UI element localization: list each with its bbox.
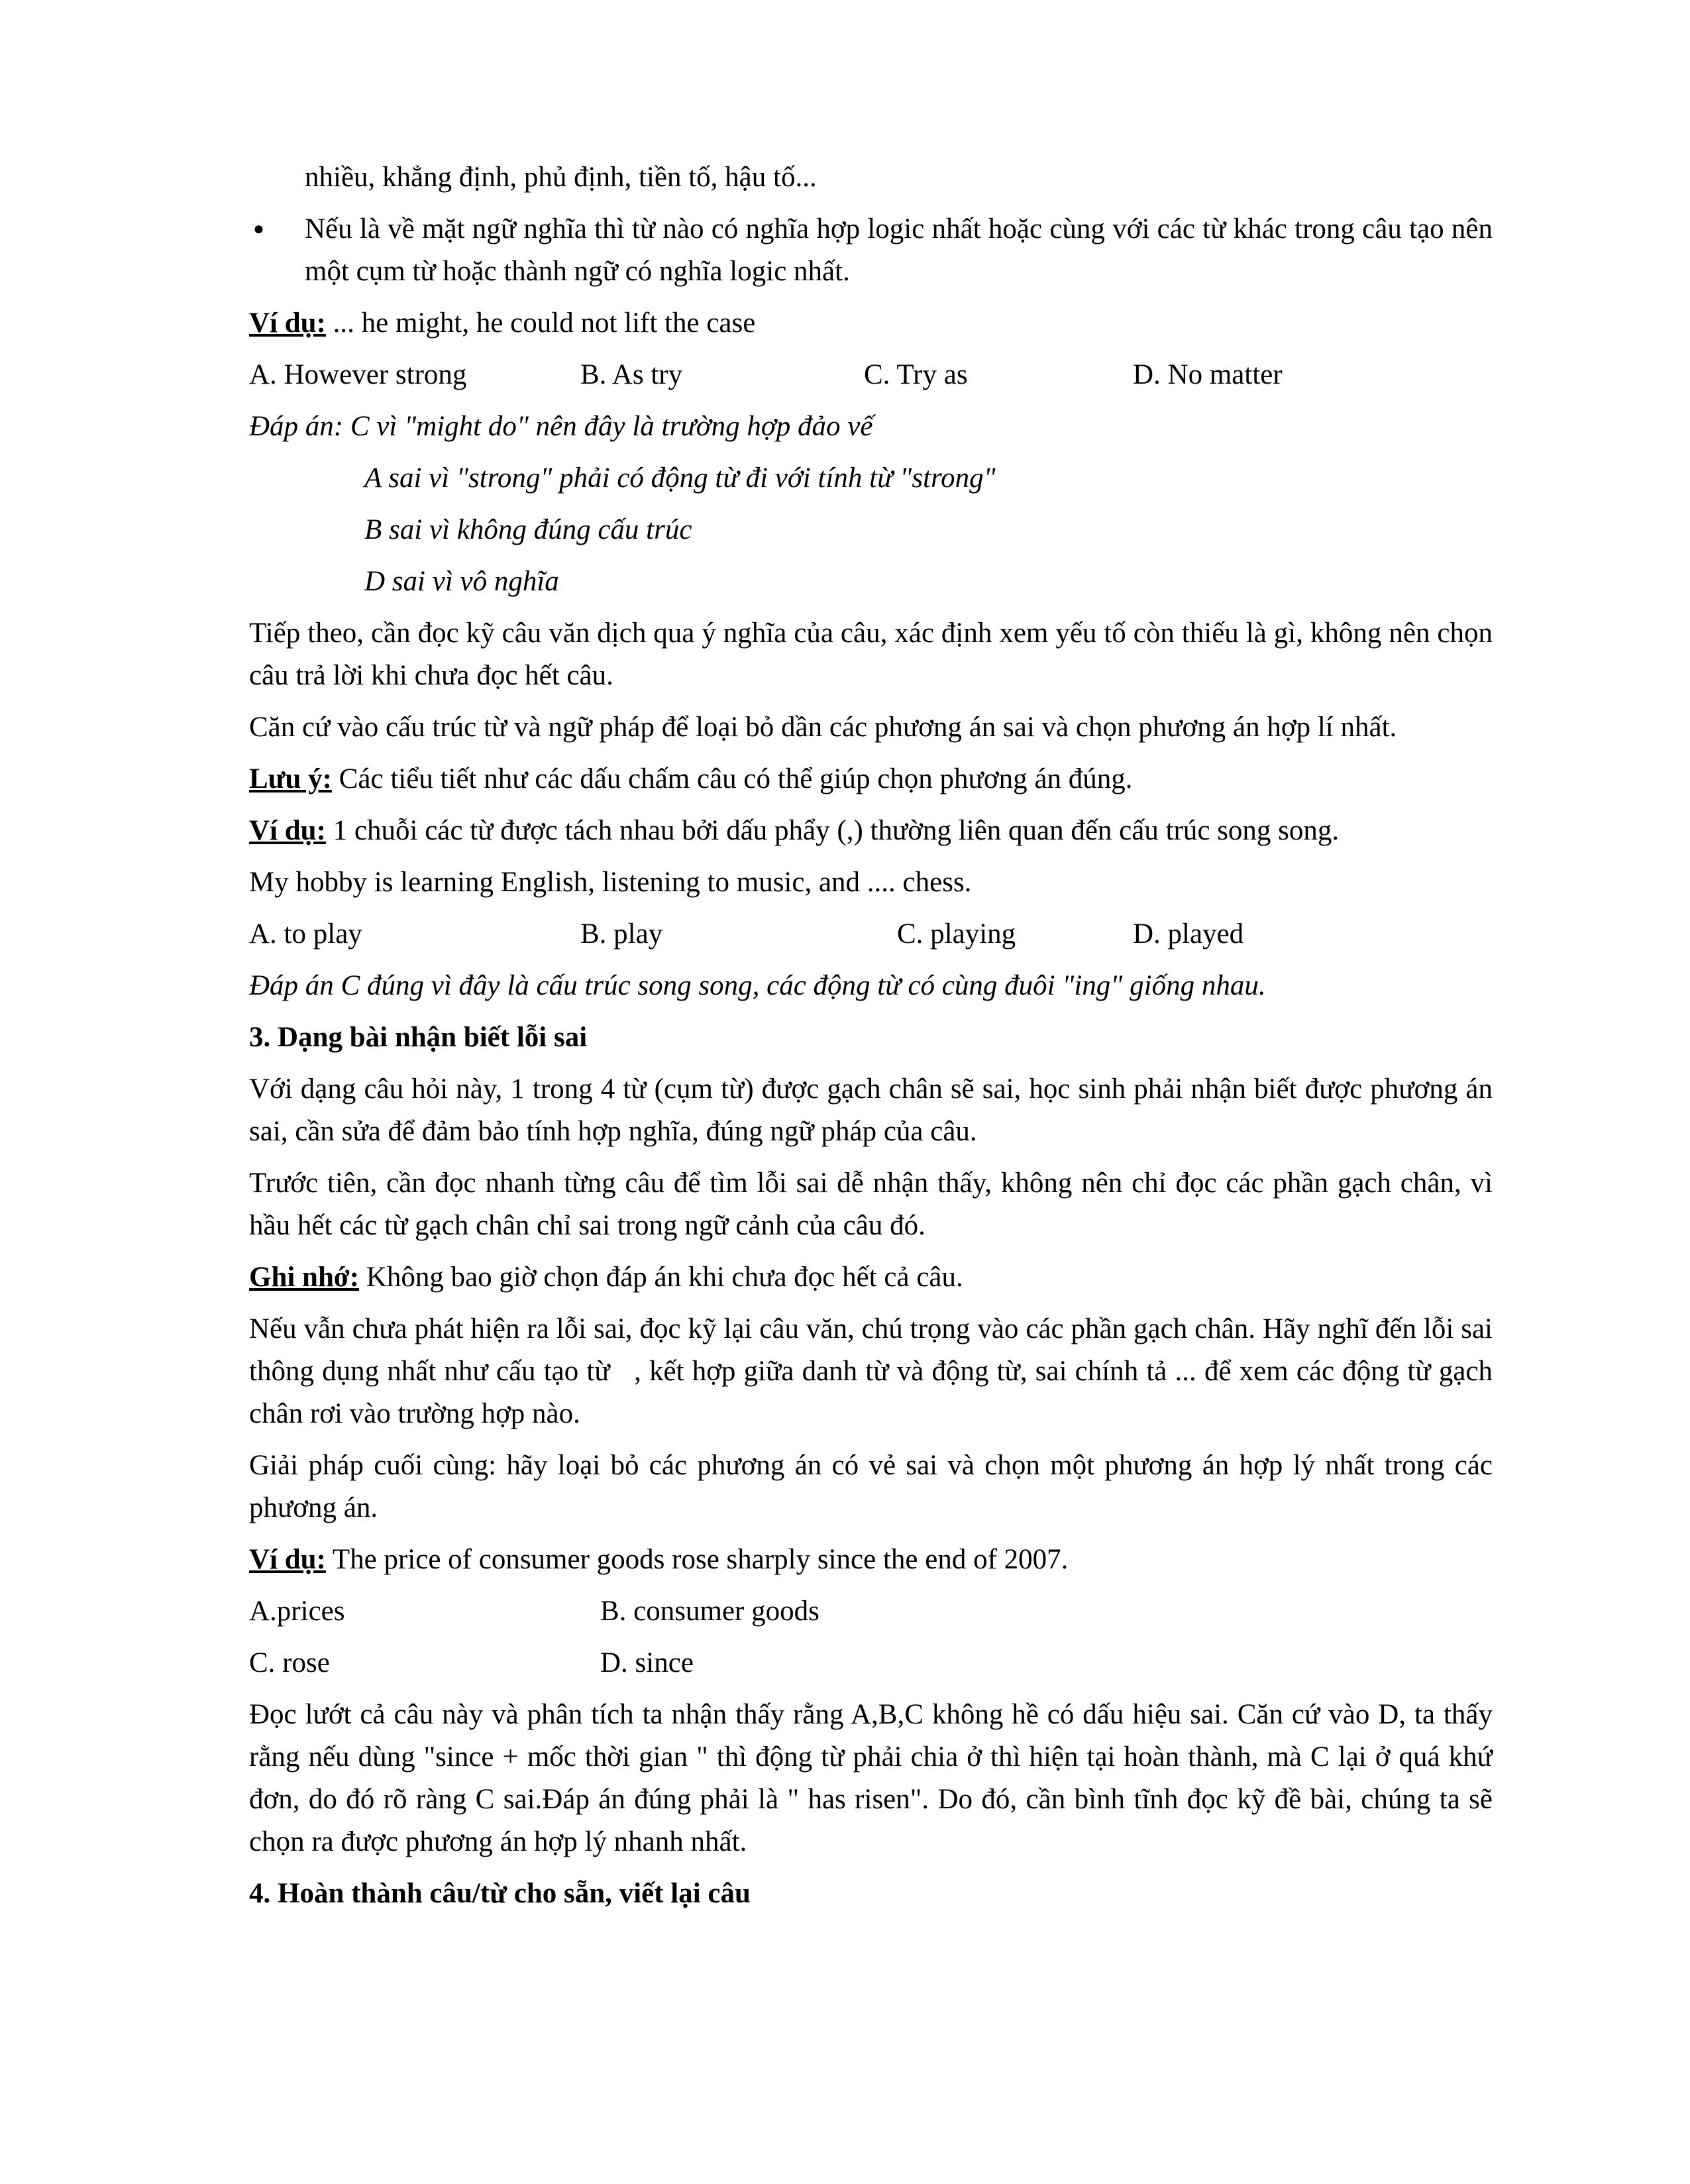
options-row-3b xyxy=(249,1642,1493,1684)
option-d: D. played xyxy=(1133,918,1244,950)
answer-1-line-1: Đáp án: C vì "might do" nên đây là trường hợp đảo vế xyxy=(249,411,873,442)
option-d: D. since xyxy=(600,1647,694,1678)
paragraph-hobby: My hobby is learning English, listening to music, and .... chess. xyxy=(249,867,972,898)
option-d: D. No matter xyxy=(1133,359,1283,390)
option-a: A. However strong xyxy=(249,359,467,390)
option-c: C. rose xyxy=(249,1647,330,1678)
example-3-text: The price of consumer goods rose sharply since the end of 2007. xyxy=(325,1544,1069,1575)
option-a: A.prices xyxy=(249,1596,345,1627)
answer-2: Đáp án C đúng vì đây là cấu trúc song song, các động từ có cùng đuôi "ing" giống nhau. xyxy=(249,970,1266,1001)
answer-1-line-4: D sai vì vô nghĩa xyxy=(364,566,559,597)
option-b: B. consumer goods xyxy=(600,1596,819,1627)
note-ghi-nho-text: Không bao giờ chọn đáp án khi chưa đọc hết cả câu. xyxy=(359,1262,963,1293)
paragraph-truoc-tien: Trước tiên, cần đọc nhanh từng câu để tìm lỗi sai dễ nhận thấy, không nên chỉ đọc các phần gạch chân, vì hầu hết các từ gạch chân chỉ sai trong ngữ cảnh của câu đó. xyxy=(249,1168,1493,1241)
options-row-2 xyxy=(249,913,1493,956)
option-b: B. As try xyxy=(580,359,683,390)
example-2-label: Ví dụ: xyxy=(249,815,326,846)
section-heading-4: 4. Hoàn thành câu/từ cho sẵn, viết lại câu xyxy=(249,1878,751,1909)
options-row-3a xyxy=(249,1590,1493,1633)
paragraph-neu-van: Nếu vẫn chưa phát hiện ra lỗi sai, đọc kỹ lại câu văn, chú trọng vào các phần gạch chân. Hãy nghĩ đến lỗi sai thông dụng nhất như cấu tạo từ , kết hợp giữa danh từ và động từ, sai chính tả ... để xem các động từ gạch chân rơi vào trường hợp nào. xyxy=(249,1313,1493,1429)
answer-1-line-3: B sai vì không đúng cấu trúc xyxy=(364,514,692,545)
example-2 xyxy=(249,810,1493,852)
options-row-1 xyxy=(249,354,1493,396)
bullet-text: Nếu là về mặt ngữ nghĩa thì từ nào có nghĩa hợp logic nhất hoặc cùng với các từ khác trong câu tạo nên một cụm từ hoặc thành ngữ có nghĩa logic nhất. xyxy=(305,213,1493,287)
note-ghi-nho xyxy=(249,1256,1493,1299)
note-luu-y-text: Các tiểu tiết như các dấu chấm câu có thể giúp chọn phương án đúng. xyxy=(331,763,1133,794)
bullet-item xyxy=(249,208,1493,293)
paragraph-doc-luot: Đọc lướt cả câu này và phân tích ta nhận thấy rằng A,B,C không hề có dấu hiệu sai. Căn cứ vào D, ta thấy rằng nếu dùng "since + mốc thời gian " thì động từ phải chia ở thì hiện tại hoàn thành, mà C lại ở quá khứ đơn, do đó rõ ràng C sai.Đáp án đúng phải là " has risen". Do đó, cần bình tĩnh đọc kỹ đề bài, chúng ta sẽ chọn ra được phương án hợp lý nhanh nhất. xyxy=(249,1699,1493,1857)
paragraph-tiep-theo: Tiếp theo, cần đọc kỹ câu văn dịch qua ý nghĩa của câu, xác định xem yếu tố còn thiếu là gì, không nên chọn câu trả lời khi chưa đọc hết câu. xyxy=(249,618,1493,691)
option-a: A. to play xyxy=(249,918,362,950)
paragraph-giai-phap: Giải pháp cuối cùng: hãy loại bỏ các phương án có vẻ sai và chọn một phương án hợp lý nhất trong các phương án. xyxy=(249,1450,1493,1523)
note-luu-y xyxy=(249,758,1493,800)
example-1-sentence: ... he might, he could not lift the case xyxy=(325,307,756,339)
answer-1-line-2: A sai vì "strong" phải có động từ đi với tính từ "strong" xyxy=(364,463,996,494)
example-1 xyxy=(249,302,1493,345)
bullet-icon: ● xyxy=(253,219,264,239)
paragraph-voi-dang: Với dạng câu hỏi này, 1 trong 4 từ (cụm từ) được gạch chân sẽ sai, học sinh phải nhận biết được phương án sai, cần sửa để đảm bảo tính hợp nghĩa, đúng ngữ pháp của câu. xyxy=(249,1073,1493,1147)
example-2-text: 1 chuỗi các từ được tách nhau bởi dấu phẩy (,) thường liên quan đến cấu trúc song song. xyxy=(325,815,1340,846)
option-c: C. playing xyxy=(897,918,1016,950)
option-b: B. play xyxy=(580,918,663,950)
note-ghi-nho-label: Ghi nhớ: xyxy=(249,1262,360,1293)
paragraph-can-cu: Căn cứ vào cấu trúc từ và ngữ pháp để loại bỏ dần các phương án sai và chọn phương án hợp lí nhất. xyxy=(249,712,1397,743)
example-3-label: Ví dụ: xyxy=(249,1544,326,1575)
example-1-label: Ví dụ: xyxy=(249,307,326,339)
paragraph-continuation: nhiều, khẳng định, phủ định, tiền tố, hậu tố... xyxy=(305,162,817,193)
note-luu-y-label: Lưu ý: xyxy=(249,763,332,794)
option-c: C. Try as xyxy=(864,359,968,390)
example-3 xyxy=(249,1539,1493,1581)
section-heading-3: 3. Dạng bài nhận biết lỗi sai xyxy=(249,1022,588,1053)
